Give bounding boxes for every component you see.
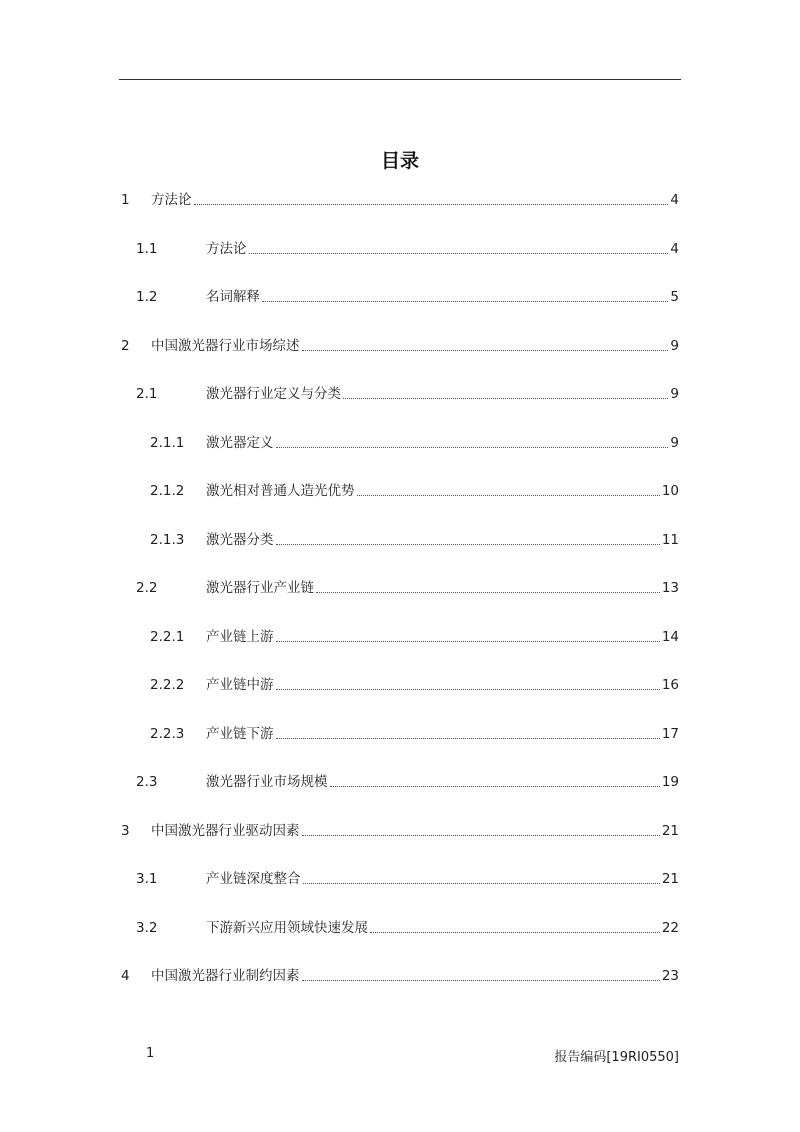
toc-entry-number: 2.3 [136, 774, 158, 790]
toc-entry-page: 19 [661, 774, 679, 790]
toc-entry[interactable] [121, 818, 679, 840]
toc-entry-page: 5 [670, 289, 679, 305]
toc-title: 目录 [380, 150, 419, 172]
toc-entry-title: 激光器行业产业链 [206, 580, 314, 596]
toc-entry-number: 2.2.1 [150, 628, 185, 645]
toc-entry[interactable] [150, 478, 679, 500]
toc-entry-number: 3 [121, 822, 130, 839]
toc-entry[interactable] [121, 963, 679, 985]
toc-entry-page: 4 [670, 240, 679, 257]
toc-entry-page: 11 [661, 531, 679, 548]
toc-entry-page: 9 [670, 386, 679, 402]
toc-entry-title: 激光器定义 [206, 434, 274, 451]
toc-entry[interactable] [121, 333, 679, 355]
toc-entry-title: 方法论 [206, 240, 247, 257]
toc-entry-number: 2.2.2 [150, 677, 185, 693]
toc-entry-page: 21 [661, 822, 679, 839]
toc-entry-number: 2.1.1 [150, 434, 185, 451]
toc-entry-title: 激光器行业定义与分类 [206, 386, 341, 402]
toc-dot-leader [302, 835, 660, 836]
toc-entry-number: 2.1.2 [150, 483, 185, 499]
toc-entry[interactable] [136, 866, 679, 888]
toc-entry[interactable] [150, 527, 679, 549]
toc-dot-leader [330, 786, 660, 787]
toc-entry-number: 2.2.3 [150, 725, 185, 742]
toc-dot-leader [276, 641, 660, 642]
toc-entry-title: 产业链下游 [206, 725, 274, 742]
toc-entry-page: 16 [661, 677, 679, 693]
toc-entry-title: 产业链上游 [206, 628, 274, 645]
toc-dot-leader [276, 689, 660, 690]
toc-entry-page: 23 [661, 968, 679, 984]
footer-page-number: 1 [146, 1046, 155, 1061]
toc-entry-title: 激光相对普通人造光优势 [206, 483, 355, 499]
toc-entry[interactable] [136, 769, 679, 791]
toc-entry-number: 1.1 [136, 240, 158, 257]
toc-entry-number: 2.2 [136, 580, 158, 596]
toc-entry-title: 中国激光器行业驱动因素 [151, 822, 300, 839]
header-rule [119, 79, 681, 80]
toc-entry-number: 2.1 [136, 386, 158, 402]
toc-entry[interactable] [136, 381, 679, 403]
toc-entry[interactable] [136, 915, 679, 937]
footer-report-code: 报告编码[19RI0550] [554, 1050, 679, 1065]
toc-entry-number: 1 [121, 192, 130, 208]
toc-entry-page: 13 [661, 580, 679, 596]
toc-entry-number: 2.1.3 [150, 531, 185, 548]
toc-entry-title: 名词解释 [206, 289, 260, 305]
toc-entry[interactable] [150, 430, 679, 452]
toc-entry-title: 方法论 [151, 192, 192, 208]
toc-entry-number: 4 [121, 968, 130, 984]
toc-entry[interactable] [121, 187, 679, 209]
toc-dot-leader [249, 253, 669, 254]
toc-entry-title: 激光器分类 [206, 531, 274, 548]
toc-dot-leader [276, 544, 660, 545]
toc-entry-number: 1.2 [136, 289, 158, 305]
toc-dot-leader [262, 301, 668, 302]
toc-entry-title: 中国激光器行业制约因素 [151, 968, 300, 984]
toc-entry[interactable] [150, 624, 679, 646]
toc-dot-leader [357, 495, 660, 496]
toc-entry-page: 14 [661, 628, 679, 645]
toc-entry-page: 10 [661, 483, 679, 499]
toc-entry-page: 17 [661, 725, 679, 742]
toc-entry-page: 4 [670, 192, 679, 208]
toc-entry-title: 下游新兴应用领域快速发展 [206, 919, 368, 936]
toc-entry-page: 21 [661, 871, 679, 887]
toc-entry-title: 产业链深度整合 [206, 871, 301, 887]
toc-dot-leader [316, 592, 660, 593]
toc-entry-number: 2 [121, 337, 130, 354]
toc-entry[interactable] [136, 284, 679, 306]
toc-dot-leader [194, 204, 669, 205]
toc-entry-title: 产业链中游 [206, 677, 274, 693]
toc-entry[interactable] [136, 236, 679, 258]
toc-entry-page: 9 [670, 337, 679, 354]
toc-entry[interactable] [136, 575, 679, 597]
toc-entry-number: 3.1 [136, 871, 158, 887]
toc-entry-title: 激光器行业市场规模 [206, 774, 328, 790]
toc-dot-leader [303, 883, 660, 884]
toc-dot-leader [276, 738, 660, 739]
toc-dot-leader [276, 447, 669, 448]
toc-entry[interactable] [150, 672, 679, 694]
toc-dot-leader [343, 398, 668, 399]
toc-entry-number: 3.2 [136, 919, 158, 936]
toc-dot-leader [370, 932, 660, 933]
toc-entry[interactable] [150, 721, 679, 743]
toc-dot-leader [302, 980, 660, 981]
toc-entry-title: 中国激光器行业市场综述 [151, 337, 300, 354]
toc-entry-page: 22 [661, 919, 679, 936]
toc-dot-leader [302, 350, 669, 351]
toc-entry-page: 9 [670, 434, 679, 451]
